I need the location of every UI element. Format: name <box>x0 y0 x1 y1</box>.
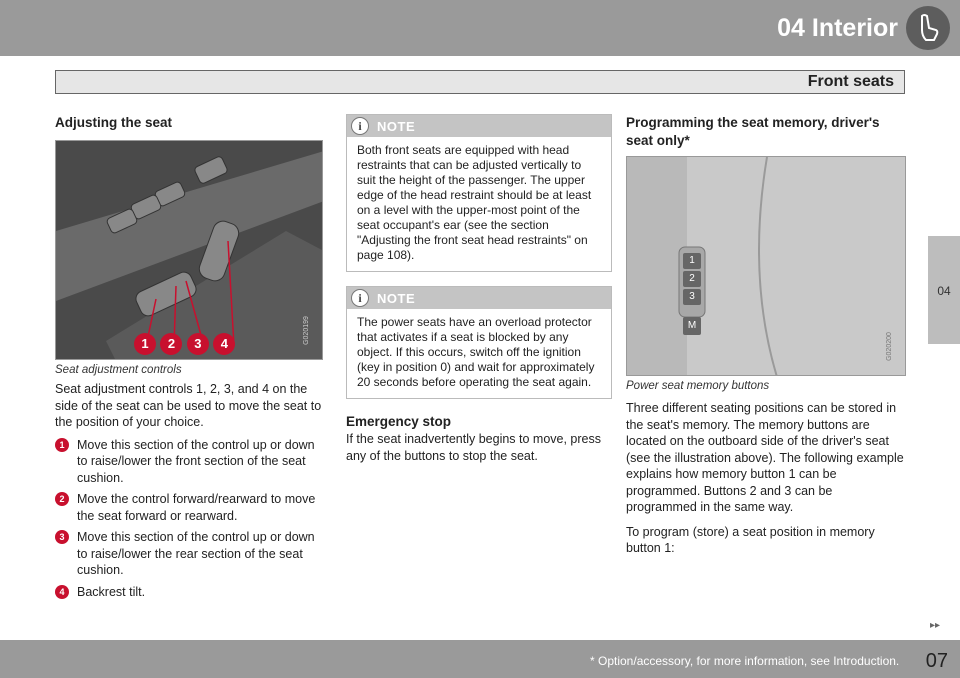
side-tab-label: 04 <box>937 284 951 298</box>
figure-callouts <box>134 333 235 355</box>
column-right <box>626 114 906 557</box>
figure-caption: Power seat memory buttons <box>626 380 770 392</box>
step-number: 3 <box>55 530 69 544</box>
figure-caption: Seat adjustment controls <box>55 364 182 376</box>
emergency-stop-text: If the seat inadvertently begins to move, press any of the buttons to stop the seat. <box>346 432 601 463</box>
step-list <box>55 437 323 601</box>
memory-paragraph-2: To program (store) a seat position in memory button 1: <box>626 524 875 555</box>
callout-4: 4 <box>213 333 235 355</box>
side-tab <box>928 236 960 344</box>
note-text: Both front seats are equipped with head restraints that can be adjusted vertically to suit the height of the passenger. The upper edge of the head restraint should be at least on a level with the upper-most point of the seat occupant's ear (see the section "Adjusting the front seat head restraints" on page 108). <box>357 143 592 262</box>
memory-buttons-figure <box>626 156 906 376</box>
emergency-stop-heading: Emergency stop <box>346 414 452 429</box>
section-bar <box>55 70 905 94</box>
list-item <box>55 491 323 524</box>
seat-memory-heading: Programming the seat memory, driver's seat only* <box>626 115 880 148</box>
note-text: The power seats have an overload protector that activates if a seat is blocked by any object. If this occurs, switch off the ignition (key in position 0) and wait for approximately 20 seconds before operating the seat again. <box>357 315 595 389</box>
step-text: Move the control forward/rearward to move the seat forward or rearward. <box>77 492 316 523</box>
step-text: Move this section of the control up or down to raise/lower the front section of the seat cushion. <box>77 437 315 485</box>
memory-button-group <box>683 253 701 335</box>
intro-paragraph: Seat adjustment controls 1, 2, 3, and 4 on the side of the seat can be used to move the seat to the position of your choice. <box>55 382 322 429</box>
step-number: 4 <box>55 585 69 599</box>
list-item <box>55 529 323 579</box>
note-box <box>346 286 612 399</box>
memory-button-1: 1 <box>683 253 701 269</box>
step-number: 1 <box>55 438 69 452</box>
callout-3: 3 <box>187 333 209 355</box>
memory-buttons-illustration <box>627 157 906 376</box>
section-title: Front seats <box>807 73 894 90</box>
adjusting-seat-heading: Adjusting the seat <box>55 115 173 130</box>
page-footer <box>0 640 960 678</box>
memory-paragraph-1: Three different seating positions can be stored in the seat's memory. The memory buttons are located on the outboard side of the driver's seat (see the illustration above). The following example explains how memory button 1 can be programmed. Buttons 2 and 3 can be programmed in the same way. <box>626 401 904 514</box>
list-item <box>55 584 323 601</box>
seat-icon <box>906 6 950 50</box>
step-text: Backrest tilt. <box>77 584 146 599</box>
seat-controls-figure <box>55 140 323 360</box>
memory-button-2: 2 <box>683 271 701 287</box>
step-text: Move this section of the control up or down to raise/lower the rear section of the seat cushion. <box>77 530 315 577</box>
list-item <box>55 437 323 487</box>
callout-1: 1 <box>134 333 156 355</box>
figure-code: G020199 <box>302 316 310 345</box>
memory-button-3: 3 <box>683 289 701 305</box>
note-label: NOTE <box>377 119 416 134</box>
note-header <box>347 115 611 137</box>
info-icon: i <box>351 289 369 307</box>
page-header <box>0 0 960 56</box>
note-label: NOTE <box>377 291 416 306</box>
note-header <box>347 287 611 309</box>
page-number: 07 <box>925 650 948 672</box>
chapter-title: 04 Interior <box>777 14 898 42</box>
note-box <box>346 114 612 272</box>
callout-2: 2 <box>160 333 182 355</box>
column-left <box>55 114 323 605</box>
column-middle <box>346 114 612 464</box>
figure-code: G020200 <box>885 332 893 361</box>
footnote: * Option/accessory, for more information, see Introduction. <box>590 654 900 668</box>
info-icon: i <box>351 117 369 135</box>
memory-button-m: M <box>683 317 701 335</box>
step-number: 2 <box>55 492 69 506</box>
chevron-right-icon: ▸▸ <box>929 620 940 631</box>
seat-controls-illustration <box>56 141 323 360</box>
